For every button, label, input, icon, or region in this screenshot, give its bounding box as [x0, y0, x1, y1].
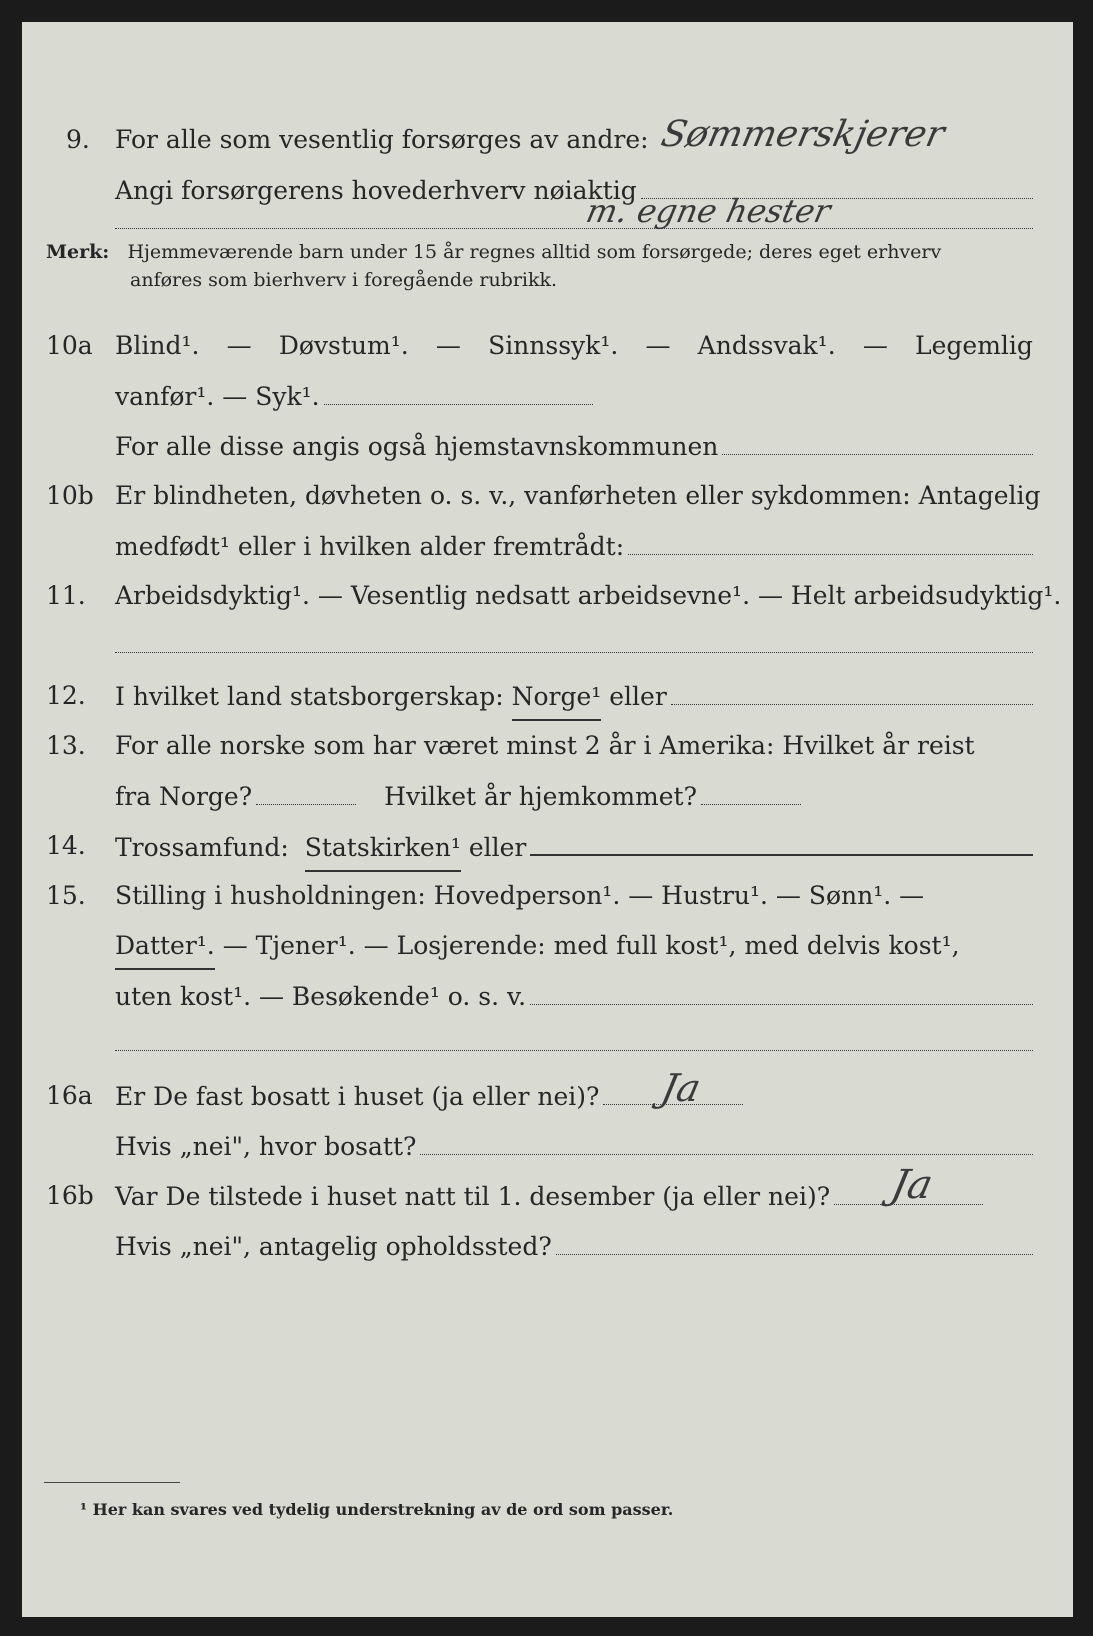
- q9-number: 9.: [66, 125, 90, 154]
- q9-answer-2: m. egne hester: [582, 192, 834, 230]
- q9-answer-1: Sømmerskjerer: [657, 114, 948, 155]
- q16a-row-1: [22, 1074, 1073, 1118]
- footnote-rule: [44, 1482, 180, 1483]
- q12-line-1b: eller: [609, 682, 667, 711]
- q10a-dovstum: Døvstum¹.: [278, 331, 409, 360]
- q14-number: 14.: [46, 831, 86, 860]
- q10a-number: 10a: [46, 331, 93, 360]
- q15-number: 15.: [46, 881, 86, 910]
- q16b-number: 16b: [46, 1181, 94, 1210]
- q10b-line-1: Er blindheten, døvheten o. s. v., vanførheten eller sykdommen: Antagelig: [115, 481, 1041, 510]
- q13-line-1: For alle norske som har været minst 2 år i Amerika: Hvilket år reist: [115, 731, 975, 760]
- q13-row-1: [22, 724, 1073, 768]
- q10a-line-3: For alle disse angis også hjemstavnskommunen: [115, 432, 719, 461]
- q15-row-2: [22, 924, 1073, 968]
- q13-reist-line: [256, 774, 356, 805]
- q12-number: 12.: [46, 681, 86, 710]
- q13-number: 13.: [46, 731, 86, 760]
- form-page: [22, 22, 1073, 1617]
- q16a-line-1: Er De fast bosatt i huset (ja eller nei)?: [115, 1082, 600, 1111]
- q16a-bosatt-line: [420, 1124, 1033, 1155]
- q11-row-1: [22, 574, 1073, 618]
- q16b-line-1: Var De tilstede i huset natt til 1. desember (ja eller nei)?: [115, 1182, 831, 1211]
- q13-line-2b: Hvilket år hjemkommet?: [384, 782, 698, 811]
- footnote: ¹ Her kan svares ved tydelig understrekning av de ord som passer.: [80, 1500, 674, 1519]
- q15-row-1: [22, 874, 1073, 918]
- q10a-dash-2: —: [435, 331, 461, 360]
- q10a-answer-line-1: [324, 374, 593, 405]
- q15-datter-underlined: Datter¹.: [115, 924, 215, 970]
- q12-answer-line: [671, 674, 1033, 705]
- q10b-row-1: [22, 474, 1073, 518]
- q10b-line-2: medfødt¹ eller i hvilken alder fremtrådt:: [115, 532, 625, 561]
- q11-line-1: Arbeidsdyktig¹. — Vesentlig nedsatt arbeidsevne¹. — Helt arbeidsudyktig¹.: [115, 581, 1062, 610]
- q10b-number: 10b: [46, 481, 94, 510]
- q13-line-2a: fra Norge?: [115, 782, 253, 811]
- q15-line-2: — Tjener¹. — Losjerende: med full kost¹, med delvis kost¹,: [222, 931, 960, 960]
- q10a-dash-1: —: [226, 331, 252, 360]
- q14-statskirken-underlined: Statskirken¹: [305, 826, 461, 872]
- q10a-dash-3: —: [645, 331, 671, 360]
- q16a-number: 16a: [46, 1081, 93, 1110]
- q10a-dash-4: —: [862, 331, 888, 360]
- q14-row-1: [22, 824, 1073, 868]
- q16a-answer: Ja: [657, 1066, 705, 1110]
- q10a-answer-line-2: [722, 424, 1033, 455]
- q11-number: 11.: [46, 581, 86, 610]
- merk-note: [46, 238, 1033, 294]
- q13-row-2: [22, 774, 1073, 818]
- q10b-answer-line: [628, 524, 1033, 555]
- q15-answer-line: [530, 974, 1033, 1005]
- q9-extra-line: [115, 228, 1033, 229]
- q10b-row-2: [22, 524, 1073, 568]
- q16b-line-2: Hvis „nei", antagelig opholdssted?: [115, 1232, 552, 1261]
- q9-line-2: Angi forsørgerens hovederhverv nøiaktig: [115, 176, 637, 205]
- q10a-legemlig: Legemlig: [915, 331, 1033, 360]
- q10a-row-2: [22, 374, 1073, 418]
- q10a-andssvak: Andssvak¹.: [697, 331, 836, 360]
- q12-norge-underlined: Norge¹: [512, 675, 602, 721]
- q10a-line-2: vanfør¹. — Syk¹.: [115, 382, 320, 411]
- q9-row-2: [22, 168, 1073, 212]
- q11-answer-line: [115, 652, 1033, 653]
- q16b-row-2: [22, 1224, 1073, 1268]
- q14-line-1b: eller: [468, 833, 527, 862]
- merk-label: Merk:: [46, 241, 110, 263]
- merk-line-1: Hjemmeværende barn under 15 år regnes alltid som forsørgede; deres eget erhverv: [127, 241, 942, 263]
- merk-line-2: anføres som bierhverv i foregående rubrikk.: [130, 269, 558, 291]
- q12-row-1: [22, 674, 1073, 718]
- q15-row-3: [22, 974, 1073, 1018]
- q15-line-1: Stilling i husholdningen: Hovedperson¹. — Hustru¹. — Sønn¹. —: [115, 881, 925, 910]
- q16b-answer: Ja: [887, 1162, 937, 1208]
- q10a-blind: Blind¹.: [115, 331, 200, 360]
- q10a-row-1: [22, 324, 1073, 368]
- q13-hjemkommet-line: [701, 774, 801, 805]
- q16a-line-2: Hvis „nei", hvor bosatt?: [115, 1132, 417, 1161]
- q10a-row-3: [22, 424, 1073, 468]
- q10a-sinnssyk: Sinnssyk¹.: [488, 331, 619, 360]
- q15-line-3: uten kost¹. — Besøkende¹ o. s. v.: [115, 982, 527, 1011]
- q14-answer-line: [530, 824, 1033, 856]
- q9-line-1: For alle som vesentlig forsørges av andre:: [115, 125, 649, 154]
- q14-line-1a: Trossamfund:: [115, 833, 289, 862]
- q12-line-1a: I hvilket land statsborgerskap:: [115, 682, 504, 711]
- q15-extra-line: [115, 1050, 1033, 1051]
- q16b-opholdssted-line: [556, 1224, 1033, 1255]
